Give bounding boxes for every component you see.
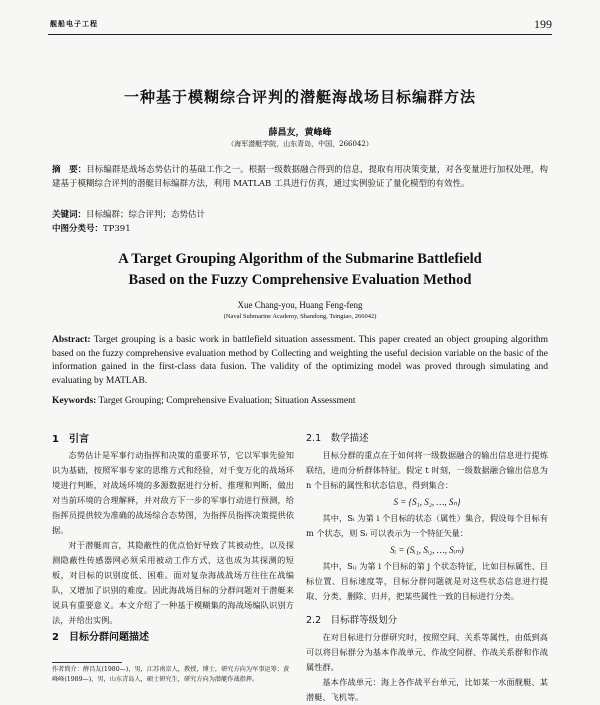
formula-vector-si: Sᵢ = (Sᵢ₁, Sᵢ₂, …, Sᵢₘ) <box>390 545 464 555</box>
header-rule <box>48 34 552 35</box>
author-footnote: 作者简介：薛昌友(1980—)，男，江苏南京人，教授，博士，研究方向为军事运筹；黄峰峰(1989—)，男，山东青岛人，硕士研究生，研究方向为潜艇作战指挥。 <box>52 666 290 683</box>
english-title-line2: Based on the Fuzzy Comprehensive Evaluation Method <box>128 272 472 288</box>
footnote-rule <box>52 662 122 663</box>
right-column-body-2 <box>306 630 548 702</box>
group-paragraph-2: 基本作战单元：海上各作战平台单元，比如某一水面舰艇、某潜艇、飞机等。 <box>306 677 548 702</box>
chinese-keywords-label: 关键词： <box>52 210 87 220</box>
page-number: 199 <box>534 17 552 31</box>
classification-number <box>52 222 131 234</box>
section-1-heading: 1 引言 <box>52 434 89 445</box>
english-keywords <box>52 396 356 406</box>
section-2-2-heading: 2.2 目标群等级划分 <box>306 615 398 626</box>
math-paragraph-2: 其中，Sᵢ 为第 i 个目标的状态（属性）集合，假设每个目标有 m 个状态，则 Sᵢ 可以表示为一个特征矢量： <box>306 513 548 538</box>
section-2-1-heading: 2.1 数学描述 <box>306 433 369 444</box>
classification-label: 中图分类号： <box>52 224 104 234</box>
english-title-line1: A Target Grouping Algorithm of the Submarine Battlefield <box>118 251 482 267</box>
chinese-affiliation: （海军潜艇学院，山东青岛，中国，266042） <box>227 140 373 148</box>
math-paragraph-3: 其中，Sᵢⱼ 为第 i 个目标的第 j 个状态特征，比如目标属性、目标位置、目标速度等，目标分群问题就是对这些状态信息进行提取、分类、删除、归并，把某些属性一致的目标进行分类。 <box>306 561 548 601</box>
chinese-abstract-text: 目标编群是战场态势估计的基础工作之一。根据一级数据融合得到的信息，提取有用决策变量，对各变量进行加权处理，构建基于模糊综合评判的潜艇目标编群方法，利用 MATLAB 工具进行仿真，通过实例验证了量化模型的有效性。 <box>52 165 548 189</box>
chinese-abstract-label: 摘 要： <box>52 165 87 175</box>
english-title <box>0 249 600 291</box>
formula-set-s: S = {S₁, S₂, …, Sₙ} <box>393 497 461 507</box>
chinese-abstract <box>52 164 548 191</box>
chinese-title: 一种基于模糊综合评判的潜艇海战场目标编群方法 <box>123 88 476 106</box>
chinese-keywords-text: 目标编群；综合评判；态势估计 <box>86 210 206 220</box>
english-abstract-text: Target grouping is a basic work in battlefield situation assessment. This paper created an object grouping algorithm based on the fuzzy comprehensive evaluation method by Collecting and weighting the useful decision variable on the basic of the information gained in the first-class data fusion. The validity of the optimizing model was proved through simulating and evaluating by MATLAB. <box>52 335 548 386</box>
english-authors: Xue Chang-you, Huang Feng-feng <box>237 300 363 310</box>
math-paragraph-1: 目标分群的重点在于如何将一级数据融合的输出信息进行提炼联结，进而分析群体特征。假定 t 时刻，一级数据融合输出信息为 n 个目标的属性和状态信息，得到集合： <box>306 450 548 490</box>
english-abstract <box>52 334 548 388</box>
chinese-authors: 薛昌友，黄峰峰 <box>268 128 332 138</box>
chinese-keywords <box>52 208 205 220</box>
section-2-heading: 2 目标分群问题描述 <box>52 632 149 643</box>
english-abstract-label: Abstract: <box>52 335 91 345</box>
intro-paragraph-2: 对于潜艇而言，其隐蔽性的优点恰好导致了其被动性，以及探测隐蔽性传感器网必须采用被动工作方式，这也成为其探测的短板，对目标的识别度低、困难。面对复杂海战战场方往往在战编队，又增加了识别的难度。因此海战场目标的分群问题对于潜艇来说具有重要意义。本文介绍了一种基于模糊集的海战场编队识别方法，并给出实例。 <box>52 540 294 625</box>
right-column-body <box>306 448 548 604</box>
journal-header: 舰船电子工程 <box>50 20 98 28</box>
group-paragraph-1: 在对目标进行分群研究时，按照空间、关系等属性，由低到高可以将目标群分为基本作战单元、作战空间群、作战关系群和作战属性群。 <box>306 632 548 672</box>
left-column-body <box>52 448 294 628</box>
classification-value: TP391 <box>103 224 131 234</box>
english-keywords-text: Target Grouping; Comprehensive Evaluation; Situation Assessment <box>98 396 356 406</box>
english-keywords-label: Keywords: <box>52 396 97 406</box>
english-affiliation: (Naval Submarine Academy, Shandong, Tsingtao, 266042) <box>223 313 377 320</box>
intro-paragraph-1: 态势估计是军事行动指挥和决策的重要环节，它以军事先验知识为基础，按照军事专家的思维方式和经验，对千变万化的战场环境进行判断，对战场环境的多源数据进行分析、推理和判断，做出对当前环境的合理解释，并对敌方下一步的军事行动进行预测，给指挥员提供较为准确的战场综合态势图，为指挥员指挥决策提供依据。 <box>52 450 294 535</box>
